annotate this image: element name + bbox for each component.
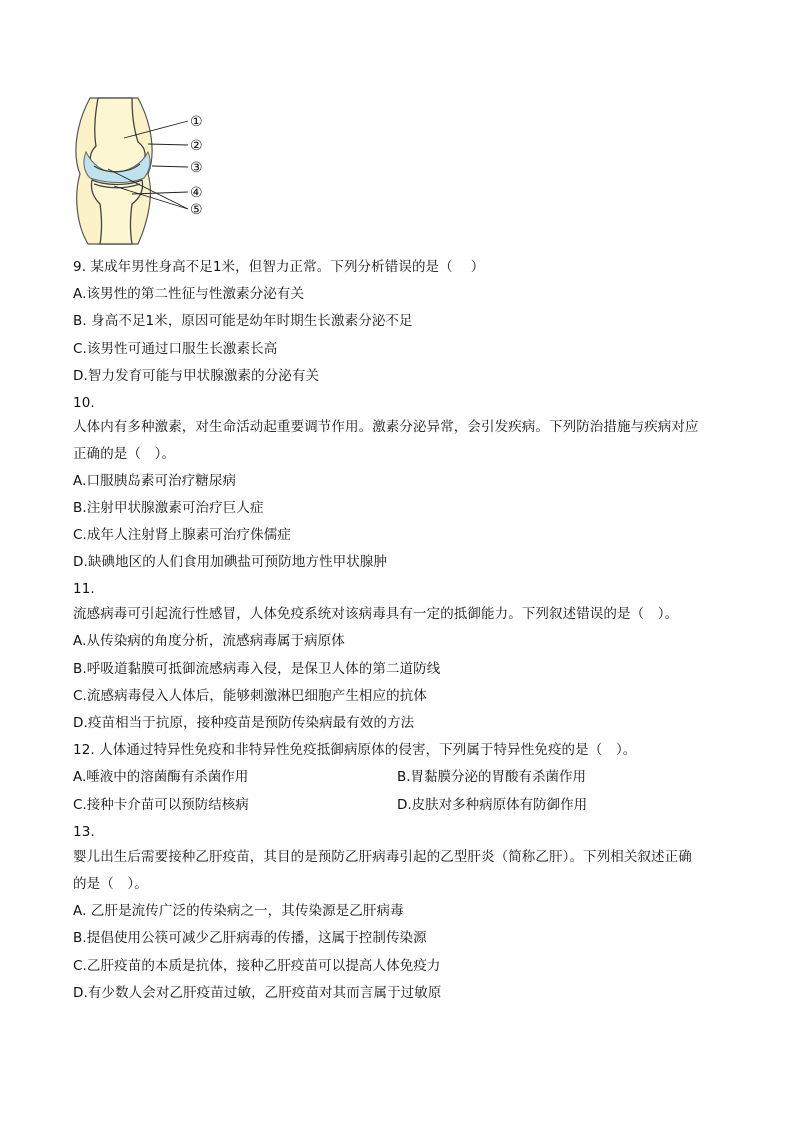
q11-stem: 流感病毒可引起流行性感冒，人体免疫系统对该病毒具有一定的抵御能力。下列叙述错误的是（ ）。 <box>73 606 679 622</box>
q9-stem: 9. 某成年男性身高不足1米，但智力正常。下列分析错误的是（ ） <box>73 259 485 275</box>
q13-option-b: B.提倡使用公筷可减少乙肝病毒的传播，这属于控制传染源 <box>73 930 427 946</box>
q12-stem: 12. 人体通过特异性免疫和非特异性免疫抵御病原体的侵害，下列属于特异性免疫的是（ ）。 <box>73 742 637 758</box>
label-5: ⑤ <box>190 202 203 218</box>
q11-option-c: C.流感病毒侵入人体后，能够刺激淋巴细胞产生相应的抗体 <box>73 688 427 704</box>
q13-option-c: C.乙肝疫苗的本质是抗体，接种乙肝疫苗可以提高人体免疫力 <box>73 958 441 974</box>
label-4: ④ <box>190 185 203 201</box>
q10-option-a: A.口服胰岛素可治疗糖尿病 <box>73 473 237 489</box>
q10-number: 10. <box>73 395 95 411</box>
label-3: ③ <box>190 160 203 176</box>
q10-option-b: B.注射甲状腺激素可治疗巨人症 <box>73 500 264 516</box>
q11-option-a: A.从传染病的角度分析，流感病毒属于病原体 <box>73 633 345 649</box>
q11-option-d: D.疫苗相当于抗原，接种疫苗是预防传染病最有效的方法 <box>73 715 415 731</box>
q13-option-a: A. 乙肝是流传广泛的传染病之一，其传染源是乙肝病毒 <box>73 903 404 919</box>
q13-stem-line1: 婴儿出生后需要接种乙肝疫苗，其目的是预防乙肝病毒引起的乙型肝炎（简称乙肝）。下列相关叙述正确 <box>73 849 692 865</box>
label-2: ② <box>190 138 203 154</box>
q12-option-b: B.胃黏膜分泌的胃酸有杀菌作用 <box>397 769 587 785</box>
q13-stem-line2: 的是（ ）。 <box>73 876 148 892</box>
q10-stem-line1: 人体内有多种激素，对生命活动起重要调节作用。激素分泌异常，会引发疾病。下列防治措施与疾病对应 <box>73 419 699 435</box>
q12-option-a: A.唾液中的溶菌酶有杀菌作用 <box>73 769 249 785</box>
q13-option-d: D.有少数人会对乙肝疫苗过敏，乙肝疫苗对其而言属于过敏原 <box>73 985 442 1001</box>
q10-option-c: C.成年人注射肾上腺素可治疗侏儒症 <box>73 527 291 543</box>
q9-option-a: A.该男性的第二性征与性激素分泌有关 <box>73 286 305 302</box>
q10-stem-line2: 正确的是（ ）。 <box>73 446 176 462</box>
q13-number: 13. <box>73 824 95 840</box>
q9-option-c: C.该男性可通过口服生长激素长高 <box>73 341 278 357</box>
knee-joint-diagram <box>68 94 218 246</box>
q9-option-d: D.智力发育可能与甲状腺激素的分泌有关 <box>73 368 320 384</box>
q12-option-c: C.接种卡介苗可以预防结核病 <box>73 797 249 813</box>
q9-option-b: B. 身高不足1米，原因可能是幼年时期生长激素分泌不足 <box>73 313 413 329</box>
label-1: ① <box>190 114 203 130</box>
q12-option-d: D.皮肤对多种病原体有防御作用 <box>397 797 588 813</box>
q11-number: 11. <box>73 581 95 597</box>
q11-option-b: B.呼吸道黏膜可抵御流感病毒入侵，是保卫人体的第二道防线 <box>73 661 441 677</box>
q10-option-d: D.缺碘地区的人们食用加碘盐可预防地方性甲状腺肿 <box>73 554 388 570</box>
